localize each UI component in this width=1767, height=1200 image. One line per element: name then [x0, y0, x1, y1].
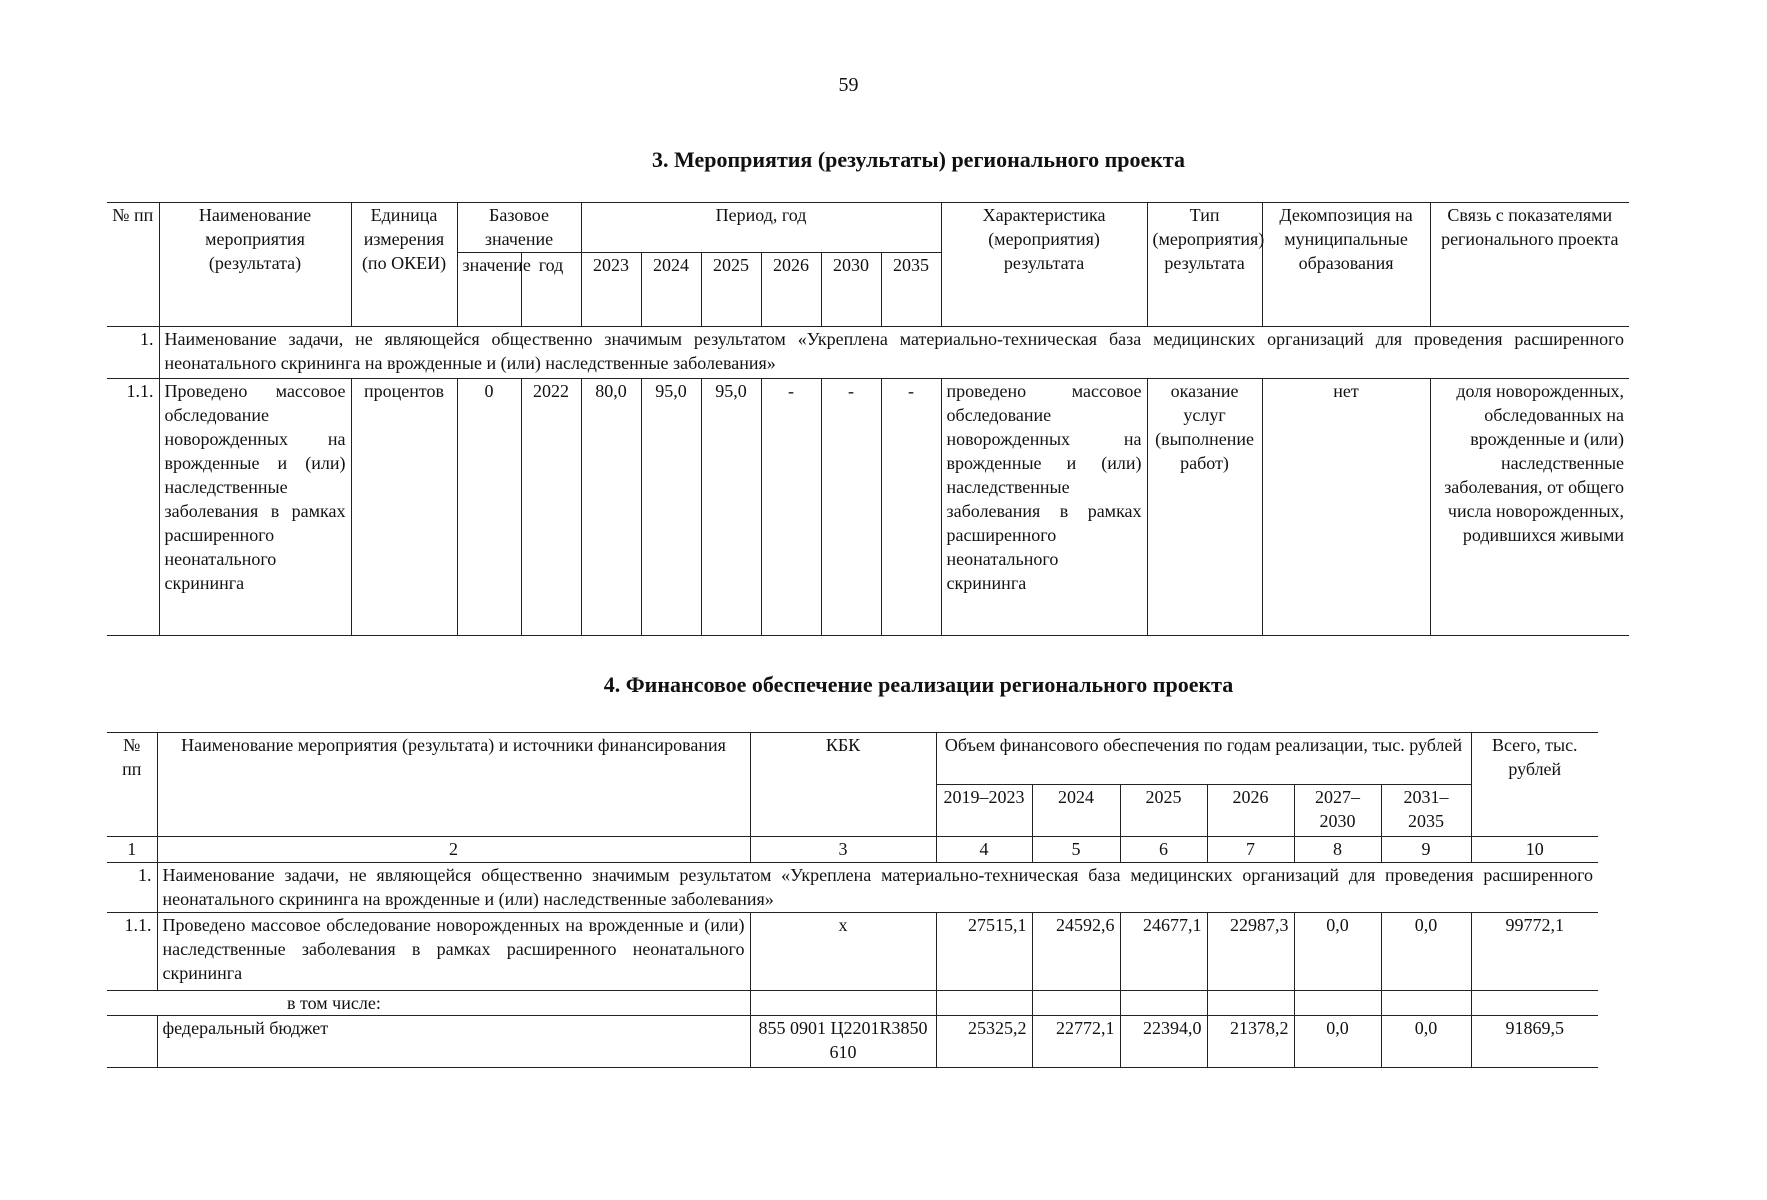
fin-header-year: 2019–2023: [936, 785, 1032, 837]
header-decomposition: Декомпозиция на муниципальные образования: [1262, 203, 1430, 327]
fin-item-value: 22987,3: [1207, 913, 1294, 991]
fin-header-year: 2024: [1032, 785, 1120, 837]
empty-cell: [936, 991, 1032, 1016]
header-name: Наименование мероприятия (результата): [159, 203, 351, 327]
item-unit: процентов: [351, 379, 457, 636]
federal-value: 22772,1: [1032, 1016, 1120, 1068]
item-decomposition: нет: [1262, 379, 1430, 636]
header-link: Связь с показателями регионального проекта: [1430, 203, 1629, 327]
fin-item-value: 24592,6: [1032, 913, 1120, 991]
fin-header-kbk: КБК: [750, 733, 936, 837]
col-number: 2: [157, 837, 750, 863]
header-base: Базовое значение: [457, 203, 581, 253]
header-characteristic: Характеристика (мероприятия) результата: [941, 203, 1147, 327]
item-base-value: 0: [457, 379, 521, 636]
section-4-title: 4. Финансовое обеспечение реализации регионального проекта: [603, 672, 1234, 697]
fin-header-year: 2026: [1207, 785, 1294, 837]
col-number: 6: [1120, 837, 1207, 863]
header-base-value: значение: [457, 253, 521, 327]
federal-kbk: 855 0901 Ц2201R3850 610: [750, 1016, 936, 1068]
header-unit: Единица измерения (по ОКЕИ): [351, 203, 457, 327]
task-num: 1.: [107, 327, 159, 379]
empty-cell: [1207, 991, 1294, 1016]
federal-value: 25325,2: [936, 1016, 1032, 1068]
header-year: 2023: [581, 253, 641, 327]
item-value: -: [881, 379, 941, 636]
col-number: 5: [1032, 837, 1120, 863]
page-number: 59: [838, 74, 859, 96]
fin-item-value: 0,0: [1294, 913, 1381, 991]
header-year: 2030: [821, 253, 881, 327]
empty-cell: [1032, 991, 1120, 1016]
federal-name: федеральный бюджет: [157, 1016, 750, 1068]
empty-cell: [107, 1016, 157, 1068]
header-year: 2025: [701, 253, 761, 327]
item-type: оказание услуг (выполнение работ): [1147, 379, 1262, 636]
col-number: 7: [1207, 837, 1294, 863]
fin-header-total: Всего, тыс. рублей: [1471, 733, 1598, 837]
federal-value: 0,0: [1381, 1016, 1471, 1068]
activities-table: [107, 202, 1629, 636]
item-name: Проведено массовое обследование новорожденных на врожденные и (или) наследственные заболевания в рамках расширенного неонатального скрининга: [159, 379, 351, 636]
header-year: 2026: [761, 253, 821, 327]
item-value: 80,0: [581, 379, 641, 636]
col-number: 10: [1471, 837, 1598, 863]
fin-item-num: 1.1.: [107, 913, 157, 991]
fin-item-value: 0,0: [1381, 913, 1471, 991]
empty-cell: [750, 991, 936, 1016]
col-number: 9: [1381, 837, 1471, 863]
col-number: 4: [936, 837, 1032, 863]
col-number: 1: [107, 837, 157, 863]
fin-item-total: 99772,1: [1471, 913, 1598, 991]
empty-cell: [1120, 991, 1207, 1016]
empty-cell: [1471, 991, 1598, 1016]
header-base-year: год: [521, 253, 581, 327]
fin-item-value: 27515,1: [936, 913, 1032, 991]
item-link: доля новорожденных, обследованных на врожденные и (или) наследственные заболевания, от общего числа новорожденных, родившихся живыми: [1430, 379, 1629, 636]
federal-value: 21378,2: [1207, 1016, 1294, 1068]
item-value: -: [761, 379, 821, 636]
item-base-year: 2022: [521, 379, 581, 636]
federal-value: 0,0: [1294, 1016, 1381, 1068]
task-text: Наименование задачи, не являющейся общественно значимым результатом «Укреплена материально-техническая база медицинских организаций для проведения расширенного неонатального скрининга на врожденные и (или) наследственные заболевания»: [159, 327, 1629, 379]
section-3-title: 3. Мероприятия (результаты) регионального проекта: [651, 147, 1186, 172]
item-characteristic: проведено массовое обследование новорожденных на врожденные и (или) наследственные заболевания в рамках расширенного неонатального скрининга: [941, 379, 1147, 636]
fin-header-name: Наименование мероприятия (результата) и источники финансирования: [157, 733, 750, 837]
col-number: 3: [750, 837, 936, 863]
financing-table: [107, 732, 1598, 1068]
item-value: 95,0: [641, 379, 701, 636]
header-period: Период, год: [581, 203, 941, 253]
fin-header-volume: Объем финансового обеспечения по годам реализации, тыс. рублей: [936, 733, 1471, 785]
fin-item-kbk: х: [750, 913, 936, 991]
header-type: Тип (мероприятия) результата: [1147, 203, 1262, 327]
fin-header-year: 2031–2035: [1381, 785, 1471, 837]
empty-cell: [1381, 991, 1471, 1016]
item-num: 1.1.: [107, 379, 159, 636]
item-value: 95,0: [701, 379, 761, 636]
fin-task-text: Наименование задачи, не являющейся общественно значимым результатом «Укреплена материально-техническая база медицинских организаций для проведения расширенного неонатального скрининга на врожденные и (или) наследственные заболевания»: [157, 863, 1598, 913]
fin-header-num: № пп: [107, 733, 157, 837]
header-year: 2024: [641, 253, 701, 327]
federal-total: 91869,5: [1471, 1016, 1598, 1068]
including-label: в том числе:: [107, 991, 750, 1016]
empty-cell: [1294, 991, 1381, 1016]
fin-header-year: 2025: [1120, 785, 1207, 837]
federal-value: 22394,0: [1120, 1016, 1207, 1068]
col-number: 8: [1294, 837, 1381, 863]
fin-item-name: Проведено массовое обследование новорожденных на врожденные и (или) наследственные заболевания в рамках расширенного неонатального скрининга: [157, 913, 750, 991]
header-num: № пп: [107, 203, 159, 327]
fin-header-year: 2027–2030: [1294, 785, 1381, 837]
fin-item-value: 24677,1: [1120, 913, 1207, 991]
item-value: -: [821, 379, 881, 636]
fin-task-num: 1.: [107, 863, 157, 913]
header-year: 2035: [881, 253, 941, 327]
